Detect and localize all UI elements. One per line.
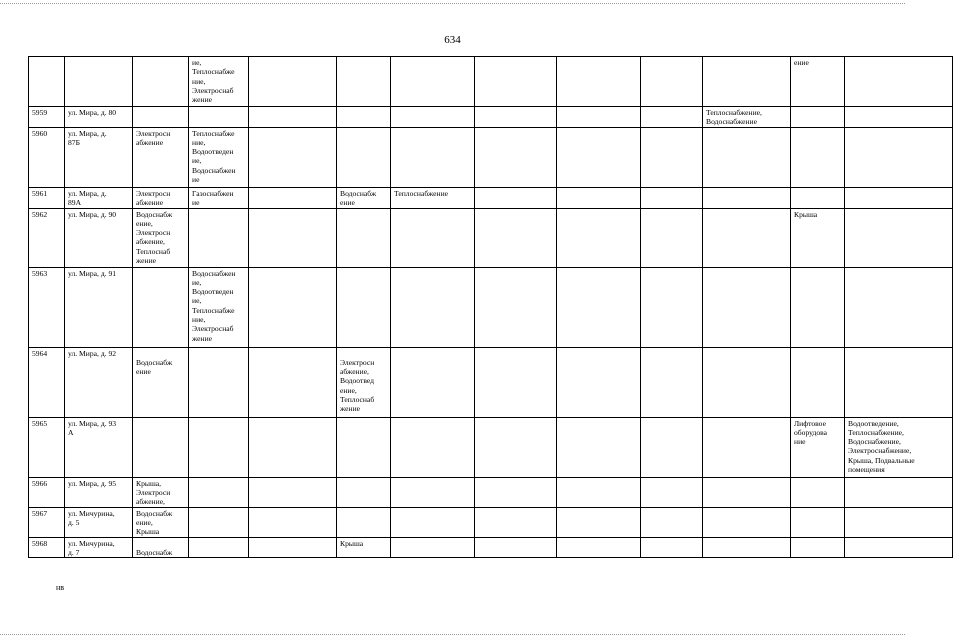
table-row [29, 107, 953, 128]
row-number-cell: 5964 [29, 347, 65, 417]
table-cell [791, 187, 845, 208]
table-cell [189, 347, 249, 417]
table-cell: Электросн абжение [133, 187, 189, 208]
address-cell: ул. Мира, д. 89А [65, 187, 133, 208]
table-cell [475, 208, 557, 267]
table-cell [391, 417, 475, 477]
row-number-cell: 5959 [29, 107, 65, 128]
scan-edge-top [0, 3, 905, 5]
table-cell [475, 507, 557, 537]
table-cell [249, 107, 337, 128]
table-cell [249, 267, 337, 347]
table-cell: Электросн абжение [133, 127, 189, 187]
table-cell [845, 507, 953, 537]
table-cell [845, 537, 953, 558]
table-cell [391, 57, 475, 107]
table-cell [845, 208, 953, 267]
table-cell [475, 417, 557, 477]
table-cell: Крыша [791, 208, 845, 267]
address-cell: ул. Мира, д. 87Б [65, 127, 133, 187]
table-cell [557, 208, 641, 267]
footer-mark: нв [56, 583, 65, 592]
table-row [29, 208, 953, 267]
table-cell [557, 107, 641, 128]
table-cell [249, 537, 337, 558]
table-cell [641, 347, 703, 417]
row-number-cell: 5968 [29, 537, 65, 558]
table-cell [641, 477, 703, 507]
table-cell [791, 477, 845, 507]
table-cell [189, 107, 249, 128]
table-cell [249, 417, 337, 477]
table-cell [557, 57, 641, 107]
table-cell: Теплоснабжение, Водоснабжение [703, 107, 791, 128]
address-cell: ул. Мира, д. 93 А [65, 417, 133, 477]
table-cell: Водоснабж [133, 537, 189, 558]
table-cell [391, 347, 475, 417]
table-cell [703, 347, 791, 417]
table-cell [791, 107, 845, 128]
table-cell [791, 267, 845, 347]
table-cell: ие, Теплоснабже ние, Электроснаб жение [189, 57, 249, 107]
table-cell [845, 57, 953, 107]
table-cell: Водоснабж ение [337, 187, 391, 208]
table-cell [845, 187, 953, 208]
table-cell [703, 187, 791, 208]
address-cell: ул. Мира, д. 90 [65, 208, 133, 267]
table-row [29, 187, 953, 208]
table-row [29, 57, 953, 107]
table-cell [189, 477, 249, 507]
table-cell: Лифтовое оборудова ние [791, 417, 845, 477]
table-cell [703, 57, 791, 107]
table-cell [189, 507, 249, 537]
table-cell: Водоснабж ение [133, 347, 189, 417]
table-cell [475, 347, 557, 417]
table-cell [337, 57, 391, 107]
table-cell [557, 417, 641, 477]
table-cell: Водоснабж ение, Электросн абжение, Теплоснаб жение [133, 208, 189, 267]
table-cell [845, 347, 953, 417]
table-cell [133, 107, 189, 128]
page-number: 634 [444, 34, 461, 46]
row-number-cell: 5960 [29, 127, 65, 187]
table-cell [845, 477, 953, 507]
table-cell: Электросн абжение, Водоотвед ение, Теплоснаб жение [337, 347, 391, 417]
table-cell [557, 187, 641, 208]
table-cell: Водоотведение, Теплоснабжение, Водоснабжение, Электроснабжение, Крыша, Подвальные помещения [845, 417, 953, 477]
table-cell [791, 127, 845, 187]
table-cell: ение [791, 57, 845, 107]
table-cell [475, 127, 557, 187]
table-cell [133, 267, 189, 347]
table-cell [641, 417, 703, 477]
address-cell: ул. Мичурина, д. 5 [65, 507, 133, 537]
table-cell [557, 267, 641, 347]
table-cell: Водоснабж ение, Крыша [133, 507, 189, 537]
table-cell [845, 267, 953, 347]
table-cell [641, 537, 703, 558]
table-cell [337, 267, 391, 347]
table-row [29, 127, 953, 187]
table-cell [249, 477, 337, 507]
table-cell [791, 537, 845, 558]
table-cell [557, 507, 641, 537]
address-cell: ул. Мира, д. 92 [65, 347, 133, 417]
table-cell [475, 477, 557, 507]
table-cell [641, 208, 703, 267]
table-cell [391, 477, 475, 507]
table-cell: Крыша, Электроси абжение, [133, 477, 189, 507]
table-cell: Водоснабжен ие, Водоотведен ие, Теплоснабже ние, Электроснаб жение [189, 267, 249, 347]
table-cell [641, 187, 703, 208]
table-cell [703, 208, 791, 267]
address-cell: ул. Мира, д. 91 [65, 267, 133, 347]
table-cell [189, 417, 249, 477]
table-cell [337, 417, 391, 477]
row-number-cell: 5961 [29, 187, 65, 208]
address-cell: ул. Мичурина, д. 7 [65, 537, 133, 558]
table-cell [641, 507, 703, 537]
table-cell [703, 127, 791, 187]
scan-edge-bottom [0, 634, 905, 636]
row-number-cell: 5967 [29, 507, 65, 537]
table-cell [703, 417, 791, 477]
table-cell [557, 347, 641, 417]
table-cell [845, 127, 953, 187]
table-cell [475, 187, 557, 208]
table-row [29, 347, 953, 417]
table-cell: Газоснабжен ие [189, 187, 249, 208]
table-cell [791, 347, 845, 417]
table-cell [337, 208, 391, 267]
address-cell [65, 57, 133, 107]
table-cell [557, 477, 641, 507]
table-cell [475, 107, 557, 128]
table-cell [337, 507, 391, 537]
table-cell [845, 107, 953, 128]
table-cell [391, 267, 475, 347]
row-number-cell: 5962 [29, 208, 65, 267]
table-cell: Теплоснабжение [391, 187, 475, 208]
table-cell [249, 507, 337, 537]
table-cell [641, 57, 703, 107]
table-row [29, 417, 953, 477]
address-cell: ул. Мира, д. 80 [65, 107, 133, 128]
table-cell [249, 347, 337, 417]
row-number-cell: 5966 [29, 477, 65, 507]
table-cell [703, 507, 791, 537]
row-number-cell [29, 57, 65, 107]
table-cell [641, 127, 703, 187]
table-cell [391, 537, 475, 558]
table-cell [641, 267, 703, 347]
table-cell [189, 208, 249, 267]
row-number-cell: 5963 [29, 267, 65, 347]
table-cell [133, 57, 189, 107]
table-cell [249, 127, 337, 187]
table-row [29, 267, 953, 347]
table-cell [391, 107, 475, 128]
table-cell [189, 537, 249, 558]
table-cell [133, 417, 189, 477]
table-cell [249, 208, 337, 267]
table-cell [475, 537, 557, 558]
table-cell [703, 537, 791, 558]
table-cell [391, 127, 475, 187]
table-cell [391, 507, 475, 537]
table-cell [475, 57, 557, 107]
table-cell [703, 477, 791, 507]
table-cell: Теплоснабже ние, Водоотведен ие, Водоснабжен ие [189, 127, 249, 187]
table-row [29, 507, 953, 537]
address-cell: ул. Мира, д. 95 [65, 477, 133, 507]
building-register-table [28, 56, 953, 558]
table-cell [337, 477, 391, 507]
table-cell: Крыша [337, 537, 391, 558]
table-row [29, 537, 953, 558]
table-row [29, 477, 953, 507]
table-cell [249, 187, 337, 208]
row-number-cell: 5965 [29, 417, 65, 477]
table-cell [475, 267, 557, 347]
table-cell [557, 537, 641, 558]
table-cell [791, 507, 845, 537]
table-cell [557, 127, 641, 187]
table-cell [703, 267, 791, 347]
table-cell [391, 208, 475, 267]
table-cell [249, 57, 337, 107]
table-cell [337, 127, 391, 187]
table-cell [337, 107, 391, 128]
table-cell [641, 107, 703, 128]
